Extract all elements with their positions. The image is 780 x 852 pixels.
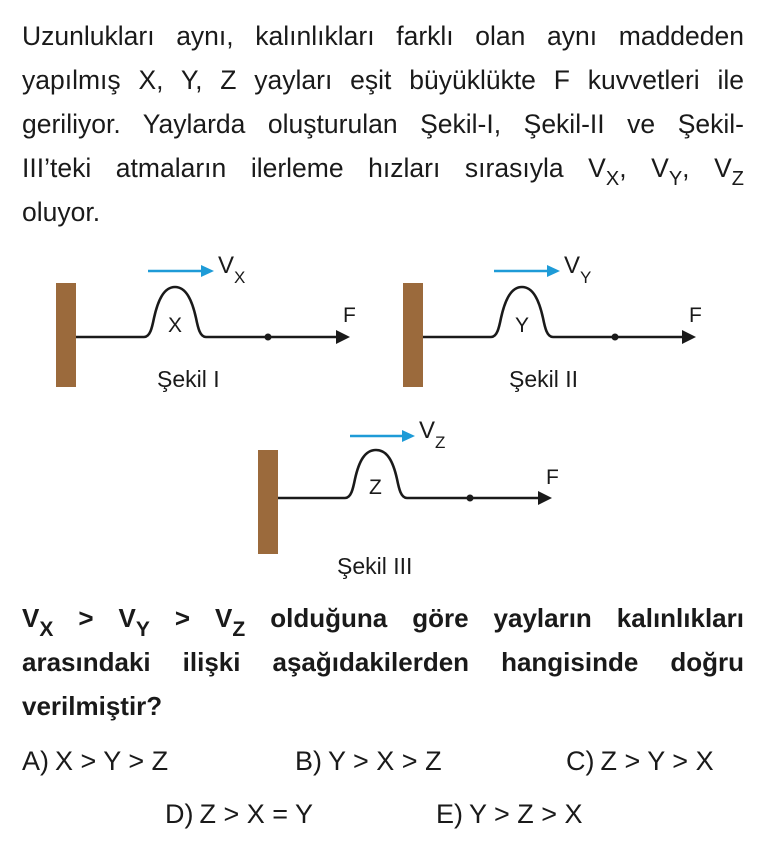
option-d-text: Z > X = Y bbox=[199, 799, 314, 829]
option-e-text: Y > Z > X bbox=[469, 799, 583, 829]
option-b-letter: B) bbox=[295, 746, 322, 776]
option-e-letter: E) bbox=[436, 799, 463, 829]
intro-line-4: III’teki atmaların ilerleme hızları sırasıyla $V_X$, $V_Y$, $V_Z$ bbox=[22, 153, 744, 190]
pulse-label-z: Z bbox=[369, 476, 382, 499]
question-line-2: arasındaki ilişki aşağıdakilerden hangisinde doğru bbox=[22, 647, 744, 677]
velocity-label-2: V bbox=[564, 252, 581, 279]
figure-caption-3: Şekil III bbox=[337, 553, 413, 579]
option-c[interactable] bbox=[566, 746, 714, 777]
question-line-3: verilmiştir? bbox=[22, 691, 163, 721]
figure-caption-2: Şekil II bbox=[509, 366, 579, 392]
option-e[interactable] bbox=[436, 799, 583, 830]
velocity-arrowhead-3 bbox=[402, 430, 415, 442]
option-a-text: X > Y > Z bbox=[55, 746, 169, 776]
force-label-3: F bbox=[546, 466, 559, 489]
question-line-1: $V_X > V_Y > V_Z$ olduğuna göre yayların kalınlıkları bbox=[22, 603, 744, 641]
intro-line-1: Uzunlukları aynı, kalınlıkları farklı olan aynı maddeden bbox=[22, 21, 744, 51]
velocity-label-1: V bbox=[218, 252, 235, 279]
option-b[interactable] bbox=[295, 746, 442, 777]
figure-caption-1: Şekil I bbox=[157, 366, 220, 392]
option-d[interactable] bbox=[165, 799, 313, 830]
velocity-label-3: V bbox=[419, 417, 436, 444]
force-label-2: F bbox=[689, 304, 702, 327]
intro-line-5: oluyor. bbox=[22, 197, 101, 227]
intro-line-2: yapılmış X, Y, Z yayları eşit büyüklükte F kuvvetleri ile bbox=[22, 65, 744, 95]
intro-line-3: geriliyor. Yaylarda oluşturulan Şekil-I, Şekil-II ve Şekil- bbox=[22, 109, 744, 139]
wall-3 bbox=[258, 450, 278, 554]
option-d-letter: D) bbox=[165, 799, 194, 829]
rope-end-dot-3 bbox=[467, 495, 474, 502]
force-label-1: F bbox=[343, 304, 356, 327]
pulse-label-y: Y bbox=[515, 314, 530, 337]
velocity-sub-1: X bbox=[234, 268, 246, 287]
force-arrowhead-3 bbox=[538, 491, 552, 505]
velocity-sub-3: Z bbox=[435, 433, 446, 452]
question-stem bbox=[22, 596, 744, 728]
option-a-letter: A) bbox=[22, 746, 49, 776]
option-b-text: Y > X > Z bbox=[328, 746, 442, 776]
option-c-letter: C) bbox=[566, 746, 595, 776]
rope-3 bbox=[278, 450, 542, 498]
pulse-label-x: X bbox=[168, 314, 183, 337]
velocity-sub-2: Y bbox=[580, 268, 592, 287]
option-c-text: Z > Y > X bbox=[600, 746, 714, 776]
option-a[interactable] bbox=[22, 746, 168, 777]
